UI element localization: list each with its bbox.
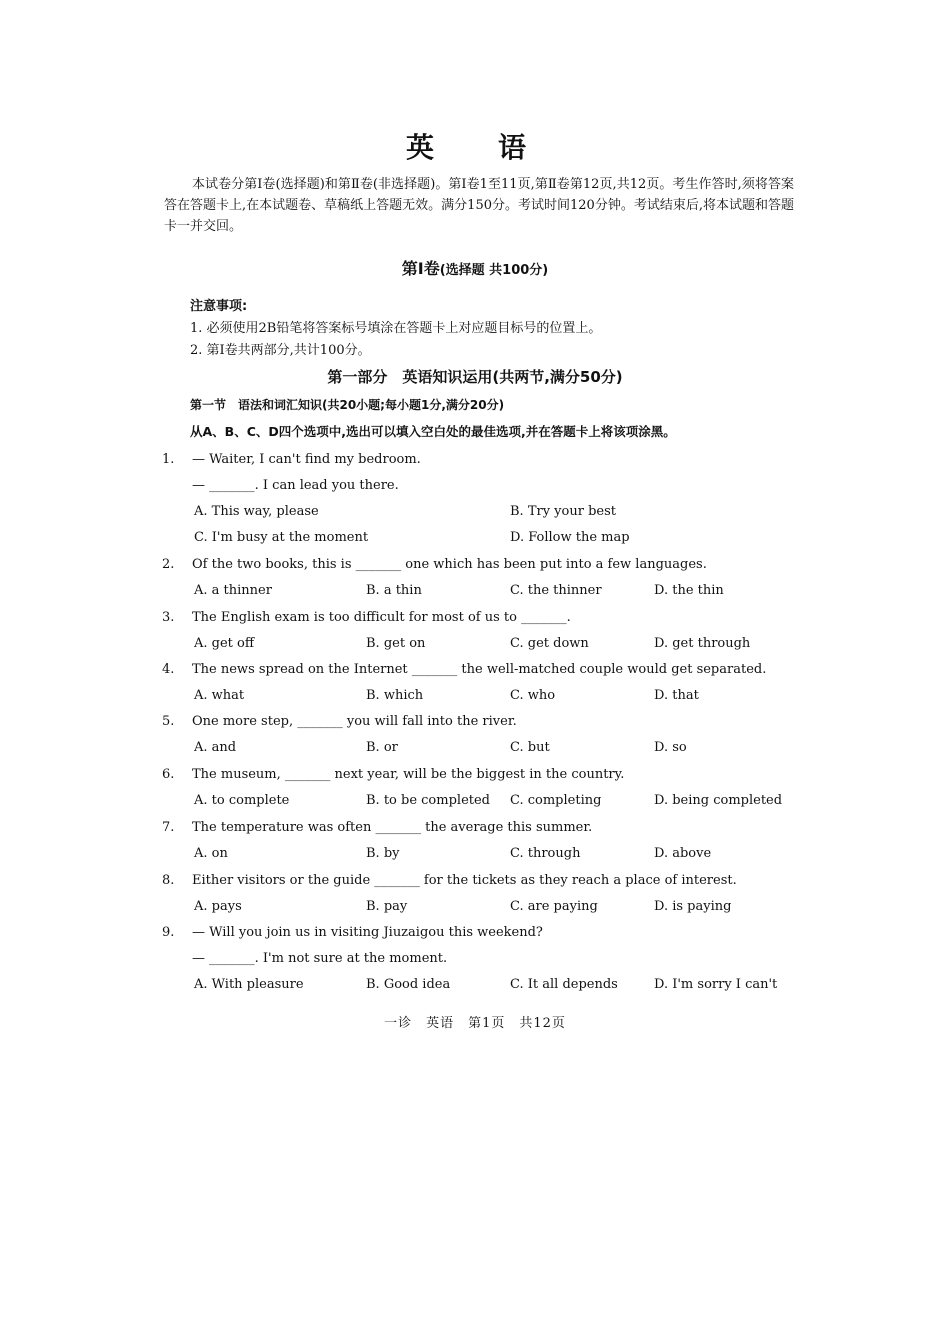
answer-option: A. With pleasure <box>194 977 304 992</box>
question-stem-line: The news spread on the Internet _______ the well-matched couple would get separated. <box>192 662 767 677</box>
question-stem-line: — _______. I'm not sure at the moment. <box>192 951 448 966</box>
question-number: 6. <box>162 767 175 782</box>
question-stem-line: One more step, _______ you will fall into the river. <box>192 714 517 729</box>
answer-option: C. through <box>510 846 581 861</box>
volume-title-main: 第Ⅰ卷 <box>401 259 440 278</box>
question-number: 9. <box>162 925 175 940</box>
question-stem-line: — _______. I can lead you there. <box>192 478 399 493</box>
answer-option: B. by <box>366 846 400 861</box>
question-number: 1. <box>162 452 175 467</box>
answer-option: C. the thinner <box>510 583 602 598</box>
answer-option: B. to be completed <box>366 793 490 808</box>
answer-option: D. the thin <box>654 583 724 598</box>
question-stem-line: Either visitors or the guide _______ for the tickets as they reach a place of interest. <box>192 873 737 888</box>
answer-option: A. and <box>194 740 237 755</box>
question-number: 4. <box>162 662 175 677</box>
answer-option: A. a thinner <box>194 583 272 598</box>
answer-option: B. pay <box>366 899 408 914</box>
answer-option: B. Good idea <box>366 977 451 992</box>
answer-option: C. are paying <box>510 899 598 914</box>
answer-option: B. a thin <box>366 583 422 598</box>
answer-option: C. get down <box>510 636 589 651</box>
answer-option: D. get through <box>654 636 751 651</box>
answer-option: B. or <box>366 740 398 755</box>
question-stem-line: — Waiter, I can't find my bedroom. <box>192 452 421 467</box>
question-stem-line: The temperature was often _______ the average this summer. <box>192 820 593 835</box>
answer-option: B. which <box>366 688 424 703</box>
answer-option: D. being completed <box>654 793 783 808</box>
answer-option: D. that <box>654 688 699 703</box>
answer-option: C. I'm busy at the moment <box>194 530 369 545</box>
volume-title <box>0 256 950 279</box>
section-instruction: 从A、B、C、D四个选项中,选出可以填入空白处的最佳选项,并在答题卡上将该项涂黑。 <box>190 424 676 439</box>
notice-block <box>190 296 750 362</box>
answer-option: B. get on <box>366 636 426 651</box>
answer-option: A. This way, please <box>194 504 319 519</box>
answer-option: A. pays <box>194 899 242 914</box>
notice-item: 1. 必须使用2B铅笔将答案标号填涂在答题卡上对应题目标号的位置上。 <box>190 321 602 336</box>
answer-option: B. Try your best <box>510 504 616 519</box>
question-number: 5. <box>162 714 175 729</box>
answer-option: A. to complete <box>194 793 290 808</box>
question-stem-line: The English exam is too difficult for most of us to _______. <box>192 610 571 625</box>
part-title: 第一部分 英语知识运用(共两节,满分50分) <box>327 368 623 386</box>
intro-paragraph: 本试卷分第Ⅰ卷(选择题)和第Ⅱ卷(非选择题)。第Ⅰ卷1至11页,第Ⅱ卷第12页,共12页。考生作答时,须将答案答在答题卡上,在本试题卷、草稿纸上答题无效。满分150分。考试时间120分钟。考试结束后,将本试题和答题卡一并交回。 <box>164 177 794 234</box>
question-number: 8. <box>162 873 175 888</box>
answer-option: C. but <box>510 740 550 755</box>
notice-heading: 注意事项: <box>190 299 248 314</box>
question-number: 7. <box>162 820 175 835</box>
question-number: 3. <box>162 610 175 625</box>
answer-option: A. get off <box>194 636 255 651</box>
page-title: 英 语 <box>405 131 544 164</box>
answer-option: D. is paying <box>654 899 732 914</box>
answer-option: D. above <box>654 846 712 861</box>
page-footer: 一诊 英语 第1页 共12页 <box>384 1016 566 1031</box>
answer-option: A. what <box>194 688 245 703</box>
notice-item: 2. 第Ⅰ卷共两部分,共计100分。 <box>190 343 371 358</box>
answer-option: D. so <box>654 740 687 755</box>
question-number: 2. <box>162 557 175 572</box>
answer-option: A. on <box>194 846 228 861</box>
answer-option: C. completing <box>510 793 602 808</box>
volume-title-sub: (选择题 共100分) <box>439 263 549 278</box>
section-title: 第一节 语法和词汇知识(共20小题;每小题1分,满分20分) <box>190 398 505 412</box>
question-stem-line: — Will you join us in visiting Jiuzaigou this weekend? <box>192 925 543 940</box>
answer-option: C. who <box>510 688 556 703</box>
answer-option: D. I'm sorry I can't <box>654 977 778 992</box>
question-stem-line: Of the two books, this is _______ one which has been put into a few languages. <box>192 557 707 572</box>
question-stem-line: The museum, _______ next year, will be the biggest in the country. <box>192 767 625 782</box>
answer-option: C. It all depends <box>510 977 618 992</box>
answer-option: D. Follow the map <box>510 530 630 545</box>
